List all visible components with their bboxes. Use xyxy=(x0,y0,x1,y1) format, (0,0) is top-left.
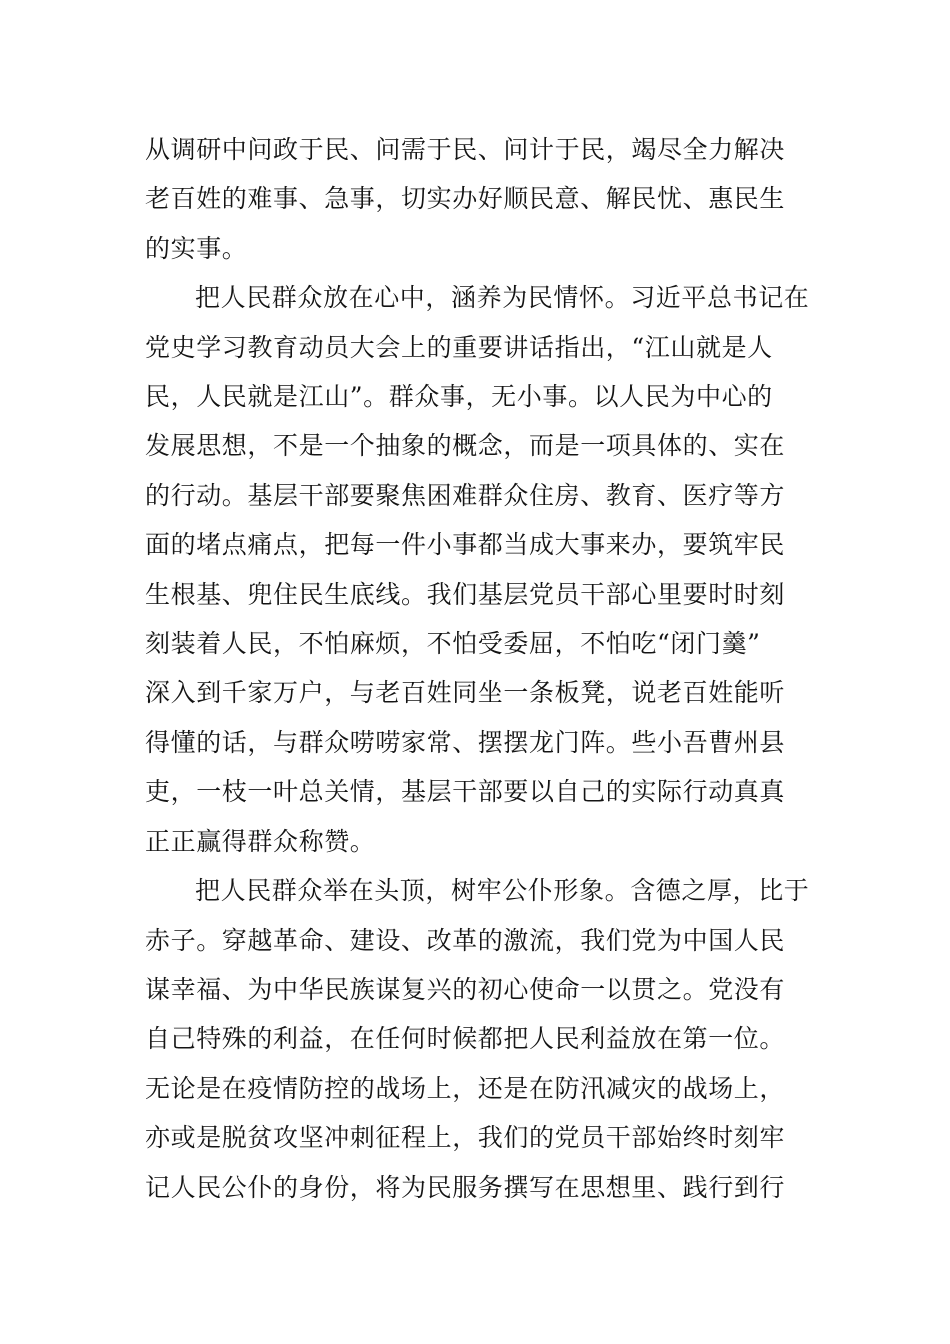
paragraph-2 xyxy=(145,273,810,866)
text-line: 得懂的话，与群众唠唠家常、摆摆龙门阵。些小吾曹州县 xyxy=(145,727,786,757)
text-line: 谋幸福、为中华民族谋复兴的初心使命一以贯之。党没有 xyxy=(145,974,786,1004)
text-line: 老百姓的难事、急事，切实办好顺民意、解民忧、惠民生 xyxy=(145,184,786,214)
text-line: 正正赢得群众称赞。 xyxy=(145,826,376,856)
text-line: 的行动。基层干部要聚焦困难群众住房、教育、医疗等方 xyxy=(145,480,786,510)
text-line: 无论是在疫情防控的战场上，还是在防汛减灾的战场上， xyxy=(145,1073,786,1103)
text-line: 把人民群众举在头顶，树牢公仆形象。含德之厚，比于 xyxy=(195,876,810,906)
text-line: 自己特殊的利益，在任何时候都把人民利益放在第一位。 xyxy=(145,1024,786,1054)
text-line: 亦或是脱贫攻坚冲刺征程上，我们的党员干部始终时刻牢 xyxy=(145,1123,786,1153)
text-line: 吏，一枝一叶总关情，基层干部要以自己的实际行动真真 xyxy=(145,777,786,807)
text-line: 赤子。穿越革命、建设、改革的激流，我们党为中国人民 xyxy=(145,925,786,955)
text-line: 把人民群众放在心中，涵养为民情怀。习近平总书记在 xyxy=(195,283,810,313)
document-body xyxy=(145,125,810,1212)
text-line: 刻装着人民，不怕麻烦，不怕受委屈，不怕吃“闭门羹” xyxy=(145,629,761,659)
paragraph-1 xyxy=(145,125,810,273)
paragraph-3 xyxy=(145,866,810,1212)
text-line: 深入到千家万户，与老百姓同坐一条板凳，说老百姓能听 xyxy=(145,678,786,708)
text-line: 生根基、兜住民生底线。我们基层党员干部心里要时时刻 xyxy=(145,579,786,609)
text-line: 记人民公仆的身份，将为民服务撰写在思想里、践行到行 xyxy=(145,1172,786,1202)
text-line: 面的堵点痛点，把每一件小事都当成大事来办，要筑牢民 xyxy=(145,530,786,560)
text-line: 的实事。 xyxy=(145,233,248,263)
text-line: 党史学习教育动员大会上的重要讲话指出，“江山就是人 xyxy=(145,332,773,362)
text-line: 民，人民就是江山”。群众事，无小事。以人民为中心的 xyxy=(145,382,773,412)
text-line: 发展思想，不是一个抽象的概念，而是一项具体的、实在 xyxy=(145,431,786,461)
text-line: 从调研中问政于民、问需于民、问计于民，竭尽全力解决 xyxy=(145,135,786,164)
